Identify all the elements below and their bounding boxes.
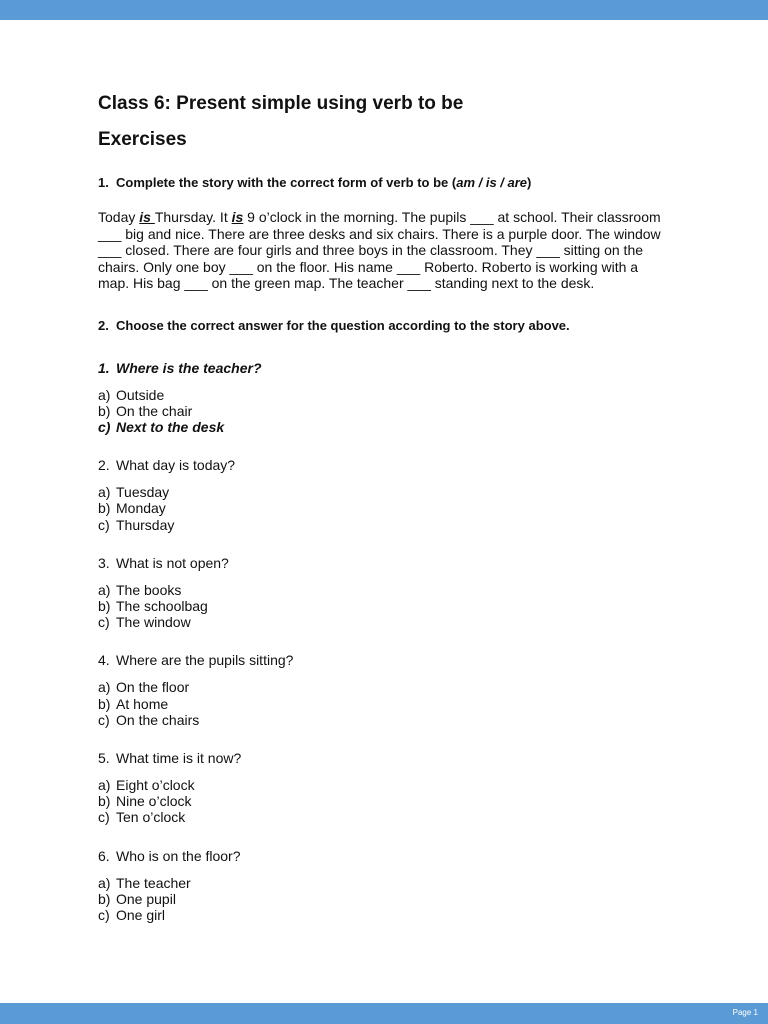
option-letter: a) (98, 679, 111, 696)
option-letter: b) (98, 890, 111, 907)
option-letter: b) (98, 500, 111, 517)
option-text: The schoolbag (116, 597, 208, 614)
question (98, 360, 664, 377)
options-list (98, 582, 664, 631)
question-number: 3. (98, 554, 110, 571)
option-text: Nine o’clock (116, 793, 192, 810)
question-block (98, 457, 664, 533)
option (98, 809, 664, 825)
question-text: Where is the teacher? (116, 359, 262, 376)
option-letter: a) (98, 484, 111, 501)
question-number: 6. (98, 847, 110, 864)
option (98, 891, 664, 907)
page-title: Class 6: Present simple using verb to be (98, 93, 464, 114)
option-letter: b) (98, 695, 111, 712)
option (98, 777, 664, 793)
header-bar (0, 0, 768, 20)
question-text: Who is on the floor? (116, 847, 241, 864)
option (98, 793, 664, 809)
option-letter: b) (98, 597, 111, 614)
option-text: On the chair (116, 402, 193, 419)
question-number: 2. (98, 457, 110, 474)
option-text: One pupil (116, 890, 176, 907)
option-text: Next to the desk (116, 418, 225, 435)
question-text: What time is it now? (116, 749, 242, 766)
question-block (98, 555, 664, 631)
option-letter: a) (98, 776, 111, 793)
option (98, 875, 664, 891)
option-letter: a) (98, 581, 111, 598)
section-1-hint: am / is / are (456, 175, 528, 190)
question-block (98, 652, 664, 728)
option-text: Outside (116, 386, 165, 403)
question-text: What is not open? (116, 554, 229, 571)
story-answer-2: is (231, 209, 244, 225)
option (98, 598, 664, 614)
question (98, 555, 664, 572)
document-body (98, 90, 664, 923)
option-letter: c) (98, 906, 110, 923)
question-number: 5. (98, 749, 110, 766)
option-text: Tuesday (116, 484, 170, 501)
page-subtitle: Exercises (98, 129, 187, 150)
options-list (98, 777, 664, 826)
question-number: 4. (98, 652, 110, 669)
option-answer (98, 419, 664, 435)
option-text: Ten o’clock (116, 809, 186, 826)
option-letter: c) (98, 614, 110, 631)
option (98, 614, 664, 630)
option-text: The books (116, 581, 182, 598)
option-text: The teacher (116, 874, 191, 891)
option (98, 500, 664, 516)
option (98, 712, 664, 728)
option-letter: b) (98, 402, 111, 419)
story-part-2: Thursday. It (154, 209, 232, 225)
options-list (98, 679, 664, 728)
section-1-close: ) (527, 175, 532, 190)
option (98, 582, 664, 598)
section-1-number: 1. (98, 175, 109, 190)
option-text: The window (116, 614, 191, 631)
option-text: At home (116, 695, 169, 712)
options-list (98, 875, 664, 924)
option-text: On the floor (116, 679, 190, 696)
story-part-3: 9 o’clock in the morning. The pupils ___ at school. Their classroom ___ big and nice. There are three desks and six chairs. There is a purple door. The window ___ closed. There are four girls and three boys in the classroom. They ___ sitting on the chairs. Only one boy ___ on the floor. His name ___ Roberto. Roberto is working with a map. His bag ___ on the green map. The teacher ___ standing next to the desk. (98, 209, 661, 291)
section-1-instruction (98, 174, 664, 191)
page-number: Page 1 (732, 1008, 758, 1017)
option-letter: a) (98, 386, 111, 403)
footer-bar (0, 1003, 768, 1024)
option (98, 387, 664, 403)
section-2-number: 2. (98, 317, 109, 333)
question-text: What day is today? (116, 457, 236, 474)
option (98, 484, 664, 500)
section-1-text: Complete the story with the correct form of verb to be ( (116, 175, 457, 190)
question (98, 457, 664, 474)
option (98, 517, 664, 533)
question-number: 1. (98, 359, 110, 376)
question (98, 750, 664, 767)
question-block (98, 360, 664, 436)
section-2-instruction (98, 317, 664, 334)
option-letter: c) (98, 418, 111, 435)
question (98, 652, 664, 669)
option-letter: c) (98, 516, 110, 533)
option-letter: a) (98, 874, 111, 891)
question (98, 848, 664, 865)
options-list (98, 484, 664, 533)
option-letter: b) (98, 793, 111, 810)
option (98, 696, 664, 712)
option-letter: c) (98, 711, 110, 728)
option (98, 679, 664, 695)
story-paragraph (98, 209, 664, 292)
option-text: One girl (116, 906, 166, 923)
option-letter: c) (98, 809, 110, 826)
option (98, 403, 664, 419)
option-text: Monday (116, 500, 166, 517)
question-block (98, 848, 664, 924)
section-2-text: Choose the correct answer for the question according to the story above. (116, 317, 570, 333)
question-block (98, 750, 664, 826)
story-answer-1: is (139, 209, 155, 225)
option-text: On the chairs (116, 711, 200, 728)
option (98, 907, 664, 923)
option-text: Thursday (116, 516, 175, 533)
option-text: Eight o’clock (116, 776, 195, 793)
story-part-1: Today (98, 209, 140, 225)
question-text: Where are the pupils sitting? (116, 652, 294, 669)
options-list (98, 387, 664, 436)
